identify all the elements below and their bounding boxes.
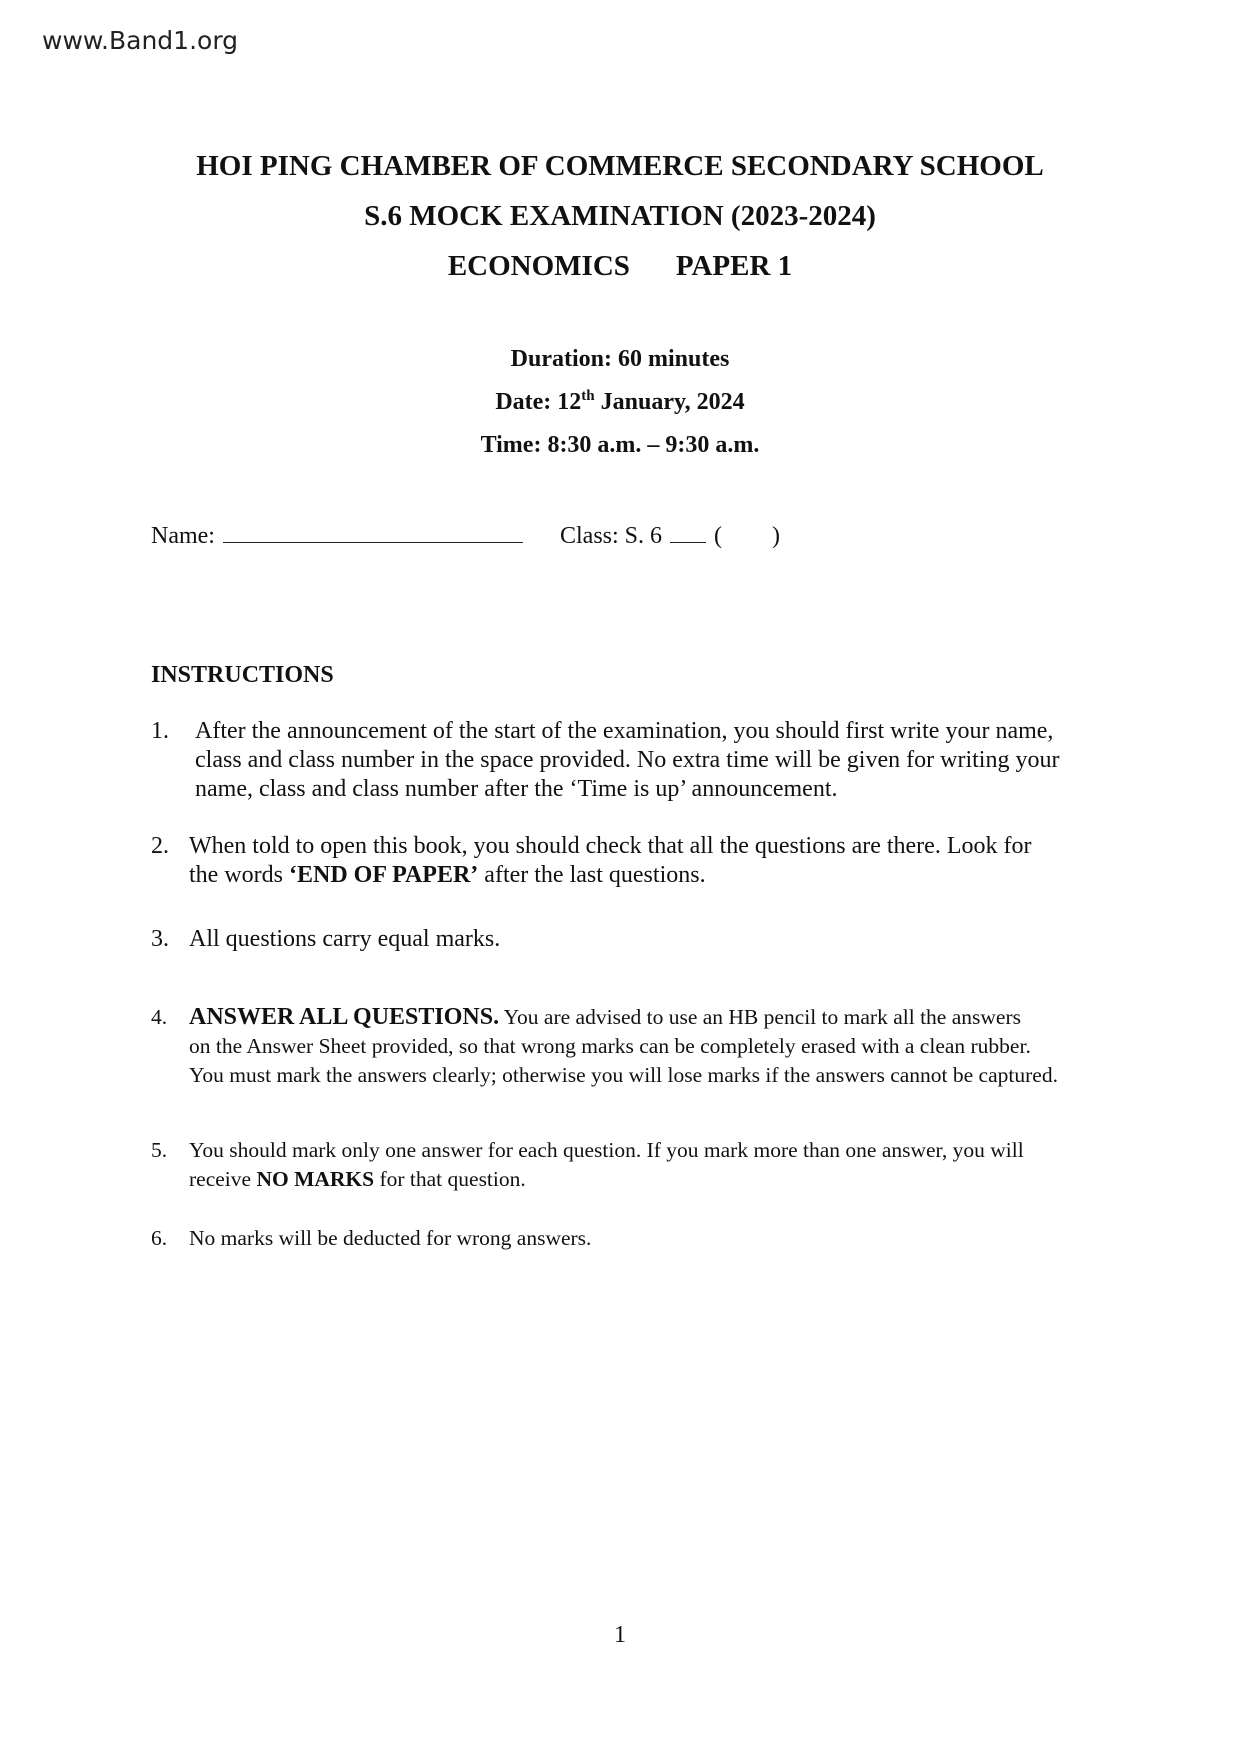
instruction-line	[189, 861, 1031, 890]
class-blank-field[interactable]	[670, 520, 706, 543]
paper-name: PAPER 1	[675, 250, 793, 282]
instruction-number: 5.	[151, 1138, 168, 1162]
subject-paper-line	[0, 250, 1240, 283]
instruction-text: receive	[189, 1167, 257, 1191]
name-label: Name:	[151, 523, 215, 549]
time-text: Time: 8:30 a.m. – 9:30 a.m.	[480, 432, 760, 458]
duration-text: Duration: 60 minutes	[510, 346, 730, 372]
class-label: Class: S. 6	[559, 523, 663, 549]
instruction-line: After the announcement of the start of the examination, you should first write your name,	[195, 718, 1054, 744]
instruction-line: All questions carry equal marks.	[189, 926, 501, 952]
name-blank-field[interactable]	[223, 520, 523, 543]
instruction-line	[189, 1003, 1058, 1032]
instructions-heading: INSTRUCTIONS	[151, 662, 334, 688]
end-of-paper-emphasis: ‘END OF PAPER’	[288, 862, 479, 888]
watermark-url: www.Band1.org	[42, 26, 239, 55]
school-title: HOI PING CHAMBER OF COMMERCE SECONDARY SCHOOL	[196, 150, 1044, 182]
date-ordinal: th	[581, 388, 595, 404]
date-prefix: Date: 12	[495, 389, 582, 415]
instruction-number: 6.	[151, 1226, 168, 1250]
instruction-line: on the Answer Sheet provided, so that wrong marks can be completely erased with a clean rubber.	[189, 1034, 1031, 1058]
instruction-line: class and class number in the space provided. No extra time will be given for writing your	[195, 747, 1060, 773]
answer-all-emphasis: ANSWER ALL QUESTIONS.	[189, 1004, 500, 1030]
no-marks-emphasis: NO MARKS	[256, 1167, 375, 1191]
instruction-line: name, class and class number after the ‘Time is up’ announcement.	[195, 776, 838, 802]
page-number: 1	[614, 1622, 626, 1648]
instruction-line	[189, 1165, 1024, 1194]
instruction-number: 3.	[151, 926, 169, 952]
instruction-text: after the last questions.	[478, 862, 706, 888]
exam-title: S.6 MOCK EXAMINATION (2023-2024)	[364, 200, 876, 232]
instruction-line: When told to open this book, you should check that all the questions are there. Look for	[189, 833, 1032, 859]
class-number-open-paren: (	[714, 523, 723, 549]
instruction-text: for that question.	[374, 1167, 526, 1191]
instruction-number: 2.	[151, 833, 169, 859]
instruction-line: You must mark the answers clearly; otherwise you will lose marks if the answers cannot be captured.	[189, 1063, 1058, 1087]
date-text	[0, 389, 1240, 416]
instruction-text: the words	[189, 862, 289, 888]
instruction-text: You are advised to use an HB pencil to mark all the answers	[499, 1005, 1021, 1029]
instruction-line: You should mark only one answer for each question. If you mark more than one answer, you will	[189, 1138, 1024, 1162]
instruction-line: No marks will be deducted for wrong answers.	[189, 1226, 592, 1250]
instruction-number: 1.	[151, 718, 169, 744]
student-info-line	[151, 520, 780, 550]
subject-name: ECONOMICS	[447, 250, 630, 282]
class-number-close-paren: )	[772, 523, 781, 549]
instruction-number: 4.	[151, 1005, 168, 1029]
date-suffix: January, 2024	[594, 389, 745, 415]
